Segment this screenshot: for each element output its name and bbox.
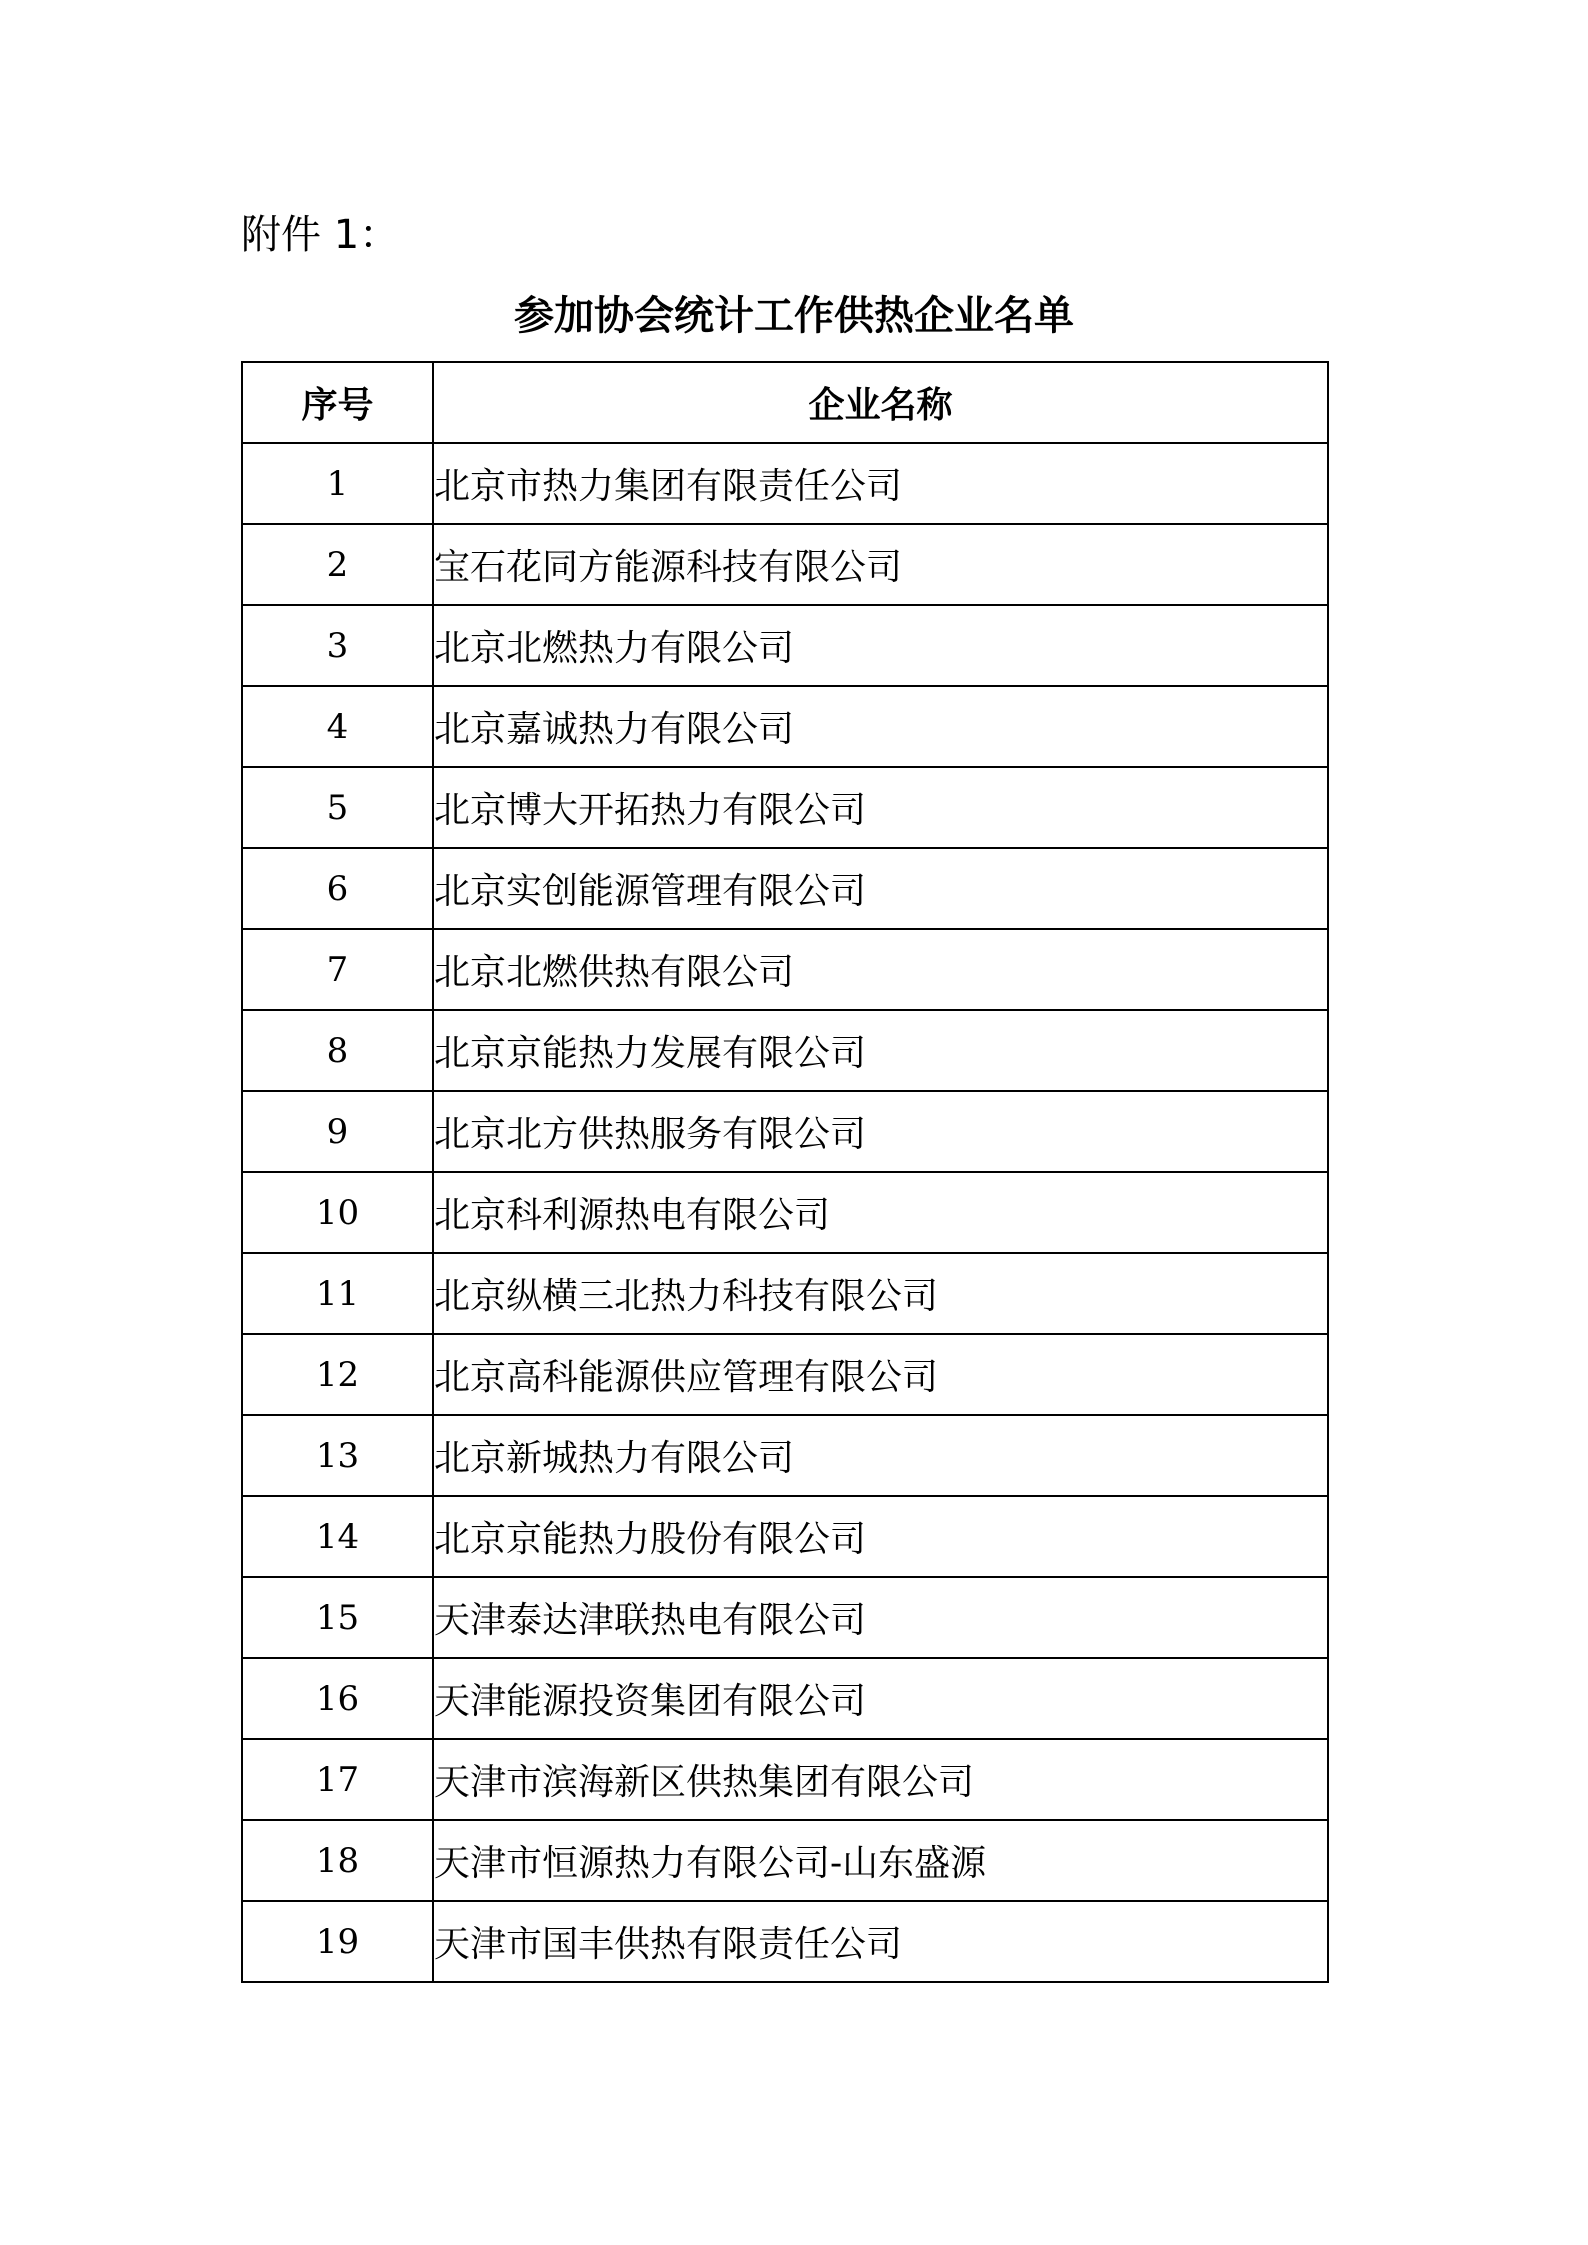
row-index: 11 [242,1253,433,1334]
row-index: 16 [242,1658,433,1739]
row-enterprise-name: 北京北燃热力有限公司 [433,605,1328,686]
row-index: 10 [242,1172,433,1253]
row-enterprise-name: 北京实创能源管理有限公司 [433,848,1328,929]
row-enterprise-name: 北京新城热力有限公司 [433,1415,1328,1496]
row-enterprise-name: 北京北燃供热有限公司 [433,929,1328,1010]
row-enterprise-name: 北京科利源热电有限公司 [433,1172,1328,1253]
row-enterprise-name: 北京市热力集团有限责任公司 [433,443,1328,524]
row-index: 9 [242,1091,433,1172]
table-row [242,1010,1328,1091]
row-enterprise-name: 天津泰达津联热电有限公司 [433,1577,1328,1658]
row-enterprise-name: 天津市恒源热力有限公司-山东盛源 [433,1820,1328,1901]
row-index: 19 [242,1901,433,1982]
row-enterprise-name: 宝石花同方能源科技有限公司 [433,524,1328,605]
row-index: 5 [242,767,433,848]
table-row [242,929,1328,1010]
row-enterprise-name: 天津能源投资集团有限公司 [433,1658,1328,1739]
table-row [242,1577,1328,1658]
table-row [242,686,1328,767]
table-row [242,1658,1328,1739]
row-enterprise-name: 北京纵横三北热力科技有限公司 [433,1253,1328,1334]
table-row [242,1901,1328,1982]
enterprise-table [241,361,1329,1983]
row-enterprise-name: 北京博大开拓热力有限公司 [433,767,1328,848]
row-index: 6 [242,848,433,929]
row-enterprise-name: 北京京能热力发展有限公司 [433,1010,1328,1091]
row-index: 2 [242,524,433,605]
table-row [242,1820,1328,1901]
table-row [242,1739,1328,1820]
row-enterprise-name: 北京嘉诚热力有限公司 [433,686,1328,767]
table-row [242,1091,1328,1172]
table-row [242,1496,1328,1577]
row-index: 8 [242,1010,433,1091]
header-index: 序号 [242,362,433,443]
row-index: 7 [242,929,433,1010]
row-enterprise-name: 北京京能热力股份有限公司 [433,1496,1328,1577]
row-enterprise-name: 天津市滨海新区供热集团有限公司 [433,1739,1328,1820]
table-row [242,1415,1328,1496]
table-header-row [242,362,1328,443]
row-index: 3 [242,605,433,686]
row-index: 4 [242,686,433,767]
row-index: 12 [242,1334,433,1415]
row-enterprise-name: 北京北方供热服务有限公司 [433,1091,1328,1172]
row-index: 15 [242,1577,433,1658]
row-index: 14 [242,1496,433,1577]
attachment-label: 附件 1： [241,212,400,258]
row-index: 18 [242,1820,433,1901]
table-row [242,443,1328,524]
table-row [242,1334,1328,1415]
table-body [242,443,1328,1982]
header-name: 企业名称 [433,362,1328,443]
table-row [242,1253,1328,1334]
row-index: 17 [242,1739,433,1820]
table-row [242,848,1328,929]
table-row [242,524,1328,605]
row-enterprise-name: 北京高科能源供应管理有限公司 [433,1334,1328,1415]
row-index: 1 [242,443,433,524]
table-row [242,767,1328,848]
document-title: 参加协会统计工作供热企业名单 [514,293,1074,339]
table-row [242,1172,1328,1253]
row-enterprise-name: 天津市国丰供热有限责任公司 [433,1901,1328,1982]
table-row [242,605,1328,686]
row-index: 13 [242,1415,433,1496]
